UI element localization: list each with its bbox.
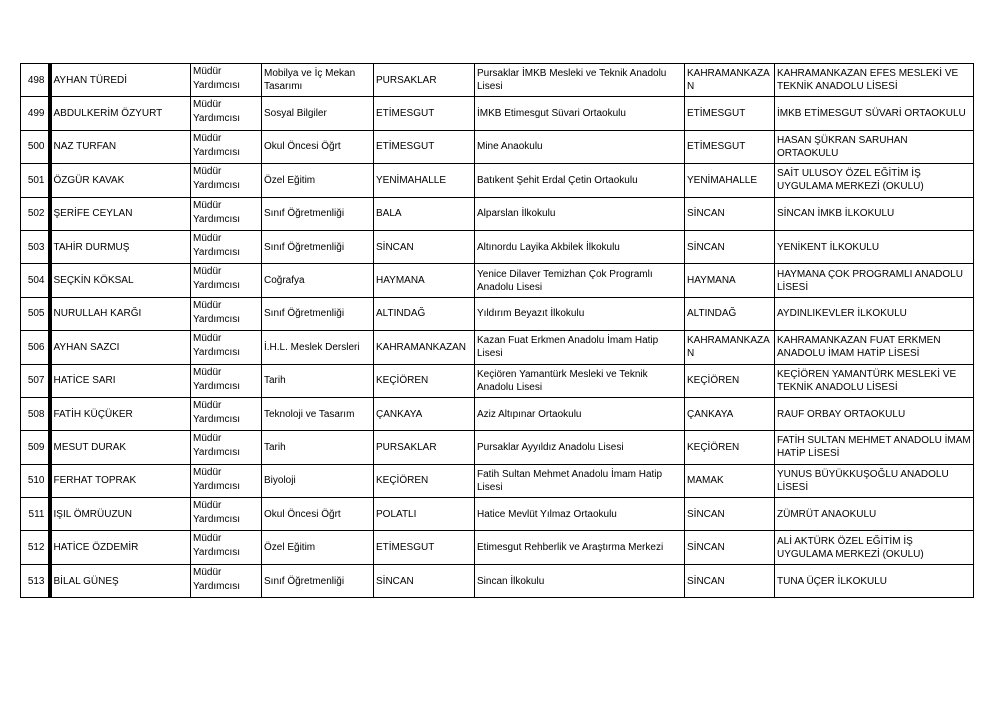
- current-school-cell: Aziz Altıpınar Ortaokulu: [475, 397, 685, 430]
- table-row: [21, 498, 974, 531]
- staff-title-cell: Müdür Yardımcısı: [191, 197, 262, 230]
- row-number-cell: 500: [21, 130, 50, 163]
- assigned-district-cell: KAHRAMANKAZAN: [685, 64, 775, 97]
- staff-name-cell: FERHAT TOPRAK: [50, 464, 191, 497]
- staff-title-cell: Müdür Yardımcısı: [191, 464, 262, 497]
- current-district-cell: ETİMESGUT: [374, 130, 475, 163]
- branch-cell: Sosyal Bilgiler: [262, 97, 374, 130]
- branch-cell: Özel Eğitim: [262, 531, 374, 564]
- current-school-cell: Alparslan İlkokulu: [475, 197, 685, 230]
- current-district-cell: SİNCAN: [374, 564, 475, 597]
- current-school-cell: Batıkent Şehit Erdal Çetin Ortaokulu: [475, 164, 685, 197]
- branch-cell: Teknoloji ve Tasarım: [262, 397, 374, 430]
- current-district-cell: SİNCAN: [374, 230, 475, 263]
- staff-name-cell: HATİCE ÖZDEMİR: [50, 531, 191, 564]
- staff-title-cell: Müdür Yardımcısı: [191, 97, 262, 130]
- row-number-cell: 511: [21, 498, 50, 531]
- row-number-cell: 504: [21, 264, 50, 297]
- assigned-district-cell: SİNCAN: [685, 197, 775, 230]
- row-number-cell: 506: [21, 331, 50, 364]
- current-district-cell: YENİMAHALLE: [374, 164, 475, 197]
- assigned-district-cell: YENİMAHALLE: [685, 164, 775, 197]
- current-school-cell: Keçiören Yamantürk Mesleki ve Teknik Anadolu Lisesi: [475, 364, 685, 397]
- staff-title-cell: Müdür Yardımcısı: [191, 431, 262, 464]
- current-district-cell: ALTINDAĞ: [374, 297, 475, 330]
- assigned-district-cell: KAHRAMANKAZAN: [685, 331, 775, 364]
- branch-cell: Tarih: [262, 364, 374, 397]
- row-number-cell: 505: [21, 297, 50, 330]
- staff-title-cell: Müdür Yardımcısı: [191, 264, 262, 297]
- current-school-cell: Altınordu Layika Akbilek İlkokulu: [475, 230, 685, 263]
- table-row: [21, 230, 974, 263]
- table-row: [21, 297, 974, 330]
- current-district-cell: KAHRAMANKAZAN: [374, 331, 475, 364]
- row-number-cell: 498: [21, 64, 50, 97]
- staff-title-cell: Müdür Yardımcısı: [191, 297, 262, 330]
- staff-title-cell: Müdür Yardımcısı: [191, 331, 262, 364]
- assignment-table: [20, 63, 974, 598]
- assigned-school-cell: İMKB ETİMESGUT SÜVARİ ORTAOKULU: [775, 97, 974, 130]
- assigned-school-cell: RAUF ORBAY ORTAOKULU: [775, 397, 974, 430]
- current-school-cell: Sincan İlkokulu: [475, 564, 685, 597]
- assigned-school-cell: SİNCAN İMKB İLKOKULU: [775, 197, 974, 230]
- assigned-school-cell: HAYMANA ÇOK PROGRAMLI ANADOLU LİSESİ: [775, 264, 974, 297]
- current-school-cell: Hatice Mevlüt Yılmaz Ortaokulu: [475, 498, 685, 531]
- staff-title-cell: Müdür Yardımcısı: [191, 130, 262, 163]
- staff-title-cell: Müdür Yardımcısı: [191, 564, 262, 597]
- assigned-school-cell: KAHRAMANKAZAN EFES MESLEKİ VE TEKNİK ANADOLU LİSESİ: [775, 64, 974, 97]
- staff-name-cell: HATİCE SARI: [50, 364, 191, 397]
- staff-name-cell: ŞERİFE CEYLAN: [50, 197, 191, 230]
- branch-cell: Sınıf Öğretmenliği: [262, 297, 374, 330]
- table-row: [21, 64, 974, 97]
- staff-name-cell: AYHAN TÜREDİ: [50, 64, 191, 97]
- branch-cell: İ.H.L. Meslek Dersleri: [262, 331, 374, 364]
- staff-name-cell: IŞIL ÖMRÜUZUN: [50, 498, 191, 531]
- staff-name-cell: BİLAL GÜNEŞ: [50, 564, 191, 597]
- branch-cell: Biyoloji: [262, 464, 374, 497]
- staff-name-cell: ÖZGÜR KAVAK: [50, 164, 191, 197]
- assigned-school-cell: YENİKENT İLKOKULU: [775, 230, 974, 263]
- table-body: [21, 64, 974, 598]
- staff-name-cell: FATİH KÜÇÜKER: [50, 397, 191, 430]
- assigned-school-cell: SAİT ULUSOY ÖZEL EĞİTİM İŞ UYGULAMA MERKEZİ (OKULU): [775, 164, 974, 197]
- current-district-cell: PURSAKLAR: [374, 64, 475, 97]
- current-district-cell: HAYMANA: [374, 264, 475, 297]
- current-school-cell: Yıldırım Beyazıt İlkokulu: [475, 297, 685, 330]
- current-school-cell: İMKB Etimesgut Süvari Ortaokulu: [475, 97, 685, 130]
- table-row: [21, 431, 974, 464]
- branch-cell: Okul Öncesi Öğrt: [262, 498, 374, 531]
- current-school-cell: Yenice Dilaver Temizhan Çok Programlı Anadolu Lisesi: [475, 264, 685, 297]
- table-row: [21, 130, 974, 163]
- staff-title-cell: Müdür Yardımcısı: [191, 230, 262, 263]
- row-number-cell: 503: [21, 230, 50, 263]
- current-school-cell: Kazan Fuat Erkmen Anadolu İmam Hatip Lisesi: [475, 331, 685, 364]
- current-school-cell: Pursaklar İMKB Mesleki ve Teknik Anadolu Lisesi: [475, 64, 685, 97]
- current-district-cell: KEÇİÖREN: [374, 464, 475, 497]
- current-district-cell: BALA: [374, 197, 475, 230]
- assignment-table-sheet: [20, 63, 973, 598]
- table-row: [21, 397, 974, 430]
- row-number-cell: 512: [21, 531, 50, 564]
- assigned-school-cell: ZÜMRÜT ANAOKULU: [775, 498, 974, 531]
- assigned-district-cell: HAYMANA: [685, 264, 775, 297]
- table-row: [21, 564, 974, 597]
- row-number-cell: 509: [21, 431, 50, 464]
- assigned-school-cell: ALİ AKTÜRK ÖZEL EĞİTİM İŞ UYGULAMA MERKEZİ (OKULU): [775, 531, 974, 564]
- assigned-district-cell: SİNCAN: [685, 564, 775, 597]
- staff-title-cell: Müdür Yardımcısı: [191, 164, 262, 197]
- branch-cell: Özel Eğitim: [262, 164, 374, 197]
- assigned-district-cell: ALTINDAĞ: [685, 297, 775, 330]
- staff-title-cell: Müdür Yardımcısı: [191, 531, 262, 564]
- table-row: [21, 531, 974, 564]
- current-district-cell: KEÇİÖREN: [374, 364, 475, 397]
- assigned-school-cell: FATİH SULTAN MEHMET ANADOLU İMAM HATİP LİSESİ: [775, 431, 974, 464]
- staff-title-cell: Müdür Yardımcısı: [191, 364, 262, 397]
- assigned-district-cell: KEÇİÖREN: [685, 431, 775, 464]
- current-school-cell: Mine Anaokulu: [475, 130, 685, 163]
- row-number-cell: 507: [21, 364, 50, 397]
- row-number-cell: 508: [21, 397, 50, 430]
- table-row: [21, 264, 974, 297]
- assigned-district-cell: SİNCAN: [685, 531, 775, 564]
- assigned-district-cell: MAMAK: [685, 464, 775, 497]
- staff-title-cell: Müdür Yardımcısı: [191, 64, 262, 97]
- current-district-cell: ETİMESGUT: [374, 531, 475, 564]
- current-district-cell: ETİMESGUT: [374, 97, 475, 130]
- row-number-cell: 499: [21, 97, 50, 130]
- current-school-cell: Etimesgut Rehberlik ve Araştırma Merkezi: [475, 531, 685, 564]
- assigned-school-cell: YUNUS BÜYÜKKUŞOĞLU ANADOLU LİSESİ: [775, 464, 974, 497]
- staff-name-cell: SEÇKİN KÖKSAL: [50, 264, 191, 297]
- staff-title-cell: Müdür Yardımcısı: [191, 397, 262, 430]
- assigned-school-cell: AYDINLIKEVLER İLKOKULU: [775, 297, 974, 330]
- staff-name-cell: TAHİR DURMUŞ: [50, 230, 191, 263]
- assigned-district-cell: KEÇİÖREN: [685, 364, 775, 397]
- assigned-school-cell: KAHRAMANKAZAN FUAT ERKMEN ANADOLU İMAM HATİP LİSESİ: [775, 331, 974, 364]
- staff-name-cell: NAZ TURFAN: [50, 130, 191, 163]
- staff-name-cell: NURULLAH KARĞI: [50, 297, 191, 330]
- table-row: [21, 364, 974, 397]
- table-row: [21, 97, 974, 130]
- assigned-school-cell: HASAN ŞÜKRAN SARUHAN ORTAOKULU: [775, 130, 974, 163]
- assigned-district-cell: SİNCAN: [685, 498, 775, 531]
- assigned-school-cell: TUNA ÜÇER İLKOKULU: [775, 564, 974, 597]
- table-row: [21, 464, 974, 497]
- assigned-district-cell: ÇANKAYA: [685, 397, 775, 430]
- row-number-cell: 501: [21, 164, 50, 197]
- row-number-cell: 502: [21, 197, 50, 230]
- staff-title-cell: Müdür Yardımcısı: [191, 498, 262, 531]
- branch-cell: Sınıf Öğretmenliği: [262, 230, 374, 263]
- branch-cell: Okul Öncesi Öğrt: [262, 130, 374, 163]
- staff-name-cell: AYHAN SAZCI: [50, 331, 191, 364]
- assigned-district-cell: SİNCAN: [685, 230, 775, 263]
- table-row: [21, 331, 974, 364]
- current-district-cell: PURSAKLAR: [374, 431, 475, 464]
- row-number-cell: 510: [21, 464, 50, 497]
- branch-cell: Coğrafya: [262, 264, 374, 297]
- branch-cell: Sınıf Öğretmenliği: [262, 197, 374, 230]
- branch-cell: Sınıf Öğretmenliği: [262, 564, 374, 597]
- staff-name-cell: ABDULKERİM ÖZYURT: [50, 97, 191, 130]
- branch-cell: Tarih: [262, 431, 374, 464]
- row-number-cell: 513: [21, 564, 50, 597]
- current-school-cell: Fatih Sultan Mehmet Anadolu İmam Hatip Lisesi: [475, 464, 685, 497]
- staff-name-cell: MESUT DURAK: [50, 431, 191, 464]
- current-district-cell: POLATLI: [374, 498, 475, 531]
- assigned-district-cell: ETİMESGUT: [685, 130, 775, 163]
- branch-cell: Mobilya ve İç Mekan Tasarımı: [262, 64, 374, 97]
- table-row: [21, 164, 974, 197]
- current-school-cell: Pursaklar Ayyıldız Anadolu Lisesi: [475, 431, 685, 464]
- assigned-school-cell: KEÇİÖREN YAMANTÜRK MESLEKİ VE TEKNİK ANADOLU LİSESİ: [775, 364, 974, 397]
- assigned-district-cell: ETİMESGUT: [685, 97, 775, 130]
- current-district-cell: ÇANKAYA: [374, 397, 475, 430]
- table-row: [21, 197, 974, 230]
